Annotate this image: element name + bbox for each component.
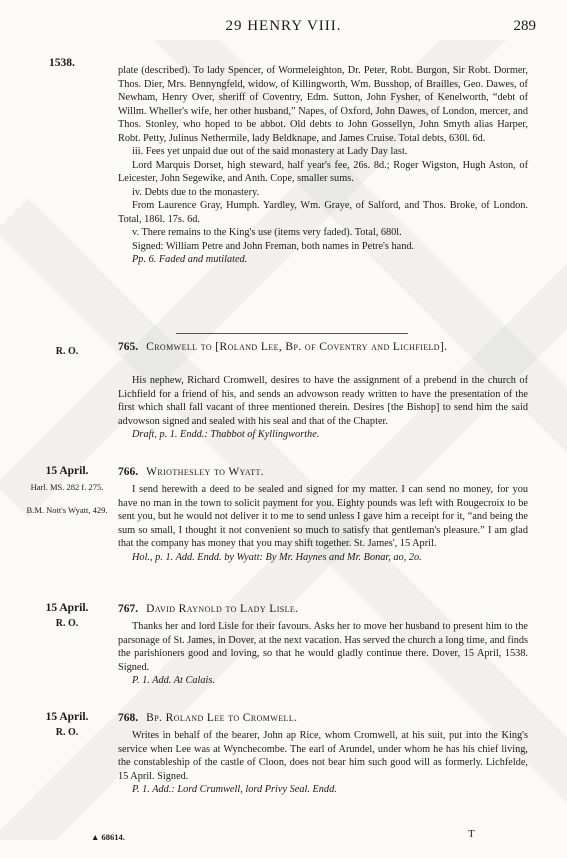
paragraph: I send herewith a deed to be sealed and signed for my matter. I can send no money, for you have no man in the town to solicit payment for you. Eighty pounds was left with Rougecroix to be sent you, but he would not deliver it to me to send unless I gave him a receipt for it, “and being the sum so small, I thought it not convenient so much to satisfy that gentleman's pleasure.” I am glad that the company has money that you may shift together. St. James', 15 April. (118, 484, 528, 549)
entry-body (118, 374, 528, 442)
margin-source: R. O. (55, 727, 79, 738)
divider (176, 333, 408, 334)
page-number: 289 (513, 18, 536, 34)
entry-heading (118, 465, 528, 479)
margin-source: B.M. Nott's Wyatt, 429. (26, 505, 108, 515)
margin-date: 15 April. (45, 602, 89, 614)
paragraph: Lord Marquis Dorset, high steward, half year's fee, 26s. 8d.; Roger Wigston, Hugh Aston, of Leicester, John Segewike, and Anth. Cope, smaller sums. (118, 159, 528, 184)
paragraph: iv. Debts due to the monastery. (132, 186, 260, 198)
entry-number: 768. (118, 712, 139, 724)
paragraph: Writes in behalf of the bearer, John ap Rice, whom Cromwell, at his suit, put into the King's service when Lee was at Wynchecombe. The earl of Arundel, under whom he has his chief living, the constableship of the castle of Cloon, does not bear him such good will as formerly. Lichfelde, 15 April. Signed. (118, 730, 528, 782)
entry-heading (118, 711, 528, 725)
paragraph: v. There remains to the King's use (items very faded). Total, 680l. (132, 227, 402, 238)
running-header (0, 18, 567, 38)
document-note: Hol., p. 1. Add. Endd. by Wyatt: By Mr. Haynes and Mr. Bonar, ao, 2o. (132, 551, 422, 563)
margin-source: R. O. (55, 618, 79, 629)
entry-body (118, 483, 528, 564)
paragraph: iii. Fees yet unpaid due out of the said monastery at Lady Day last. (132, 146, 408, 157)
document-note: Draft, p. 1. Endd.: Thabbot of Kyllingworthe. (132, 429, 320, 440)
signature-line: Signed: William Petre and John Freman, both names in Petre's hand. (132, 240, 415, 252)
paragraph: From Laurence Gray, Humph. Yardley, Wm. Graye, of Salford, and Thos. Broke, of London. Total, 186l. 17s. 6d. (118, 200, 528, 225)
entry-heading (118, 340, 528, 354)
entry-body (118, 620, 528, 688)
entry-heading (118, 602, 528, 616)
print-signature: ▲ 68614. (91, 832, 125, 842)
paragraph: plate (described). To lady Spencer, of Wormeleighton, Dr. Peter, Robt. Burgon, Sir Robt. Dormer, Thos. Dier, Mrs. Bennyngfeld, widow, of Killingworth, Wm. Busshop, of Brailles, Geo. Dawes, of Newham, Henry Over, sheriff of Coventry, Edm. Sutton, John Fysher, of Kenelworth, “debt of Willm. Wheller's wife, her other husband,” Napes, of Oxford, John Dawes, of London, mercer, and Thos. Stonley, who hoped to be abbot. Old debts to John Gossellyn, John Smyth alias Harper, Robt. Petty, Julinus Nethermile, lady Beldknape, and James Cruise. Total debts, 630l. 6d. (118, 65, 528, 144)
margin-source: R. O. (55, 346, 79, 357)
entry-number: 766. (118, 466, 139, 478)
signature-mark: T (468, 828, 475, 840)
margin-date: 15 April. (45, 711, 89, 723)
document-note: P. 1. Add.: Lord Crumwell, lord Privy Seal. Endd. (132, 784, 337, 795)
margin-source: Harl. MS. 282 f. 275. (30, 482, 104, 492)
entry-number: 767. (118, 603, 139, 615)
entry-title: Cromwell to [Roland Lee, Bp. of Coventry and Lichfield]. (146, 341, 448, 353)
year-label: 1538. (49, 57, 75, 69)
paragraph: Thanks her and lord Lisle for their favours. Asks her to move her husband to present him to the parsonage of St. James, in Dover, at the next vacation. Has served the church a long time, and finds the parishioners good and loving, so that he would gladly continue there. Dover, 15 April, 1538. Signed. (118, 621, 528, 673)
margin-date: 15 April. (45, 465, 89, 477)
entry-title: Wriothesley to Wyatt. (146, 466, 265, 478)
entry-title: David Raynold to Lady Lisle. (146, 603, 299, 615)
running-title: 29 HENRY VIII. (225, 18, 342, 34)
entry-number: 765. (118, 341, 139, 353)
entry-title: Bp. Roland Lee to Cromwell. (146, 712, 298, 724)
document-note: P. 1. Add. At Calais. (132, 675, 215, 686)
paragraph: His nephew, Richard Cromwell, desires to have the assignment of a prebend in the church of Lichfield for a friend of his, and sends an advowson ready written to have the presentation of the first which shall fall vacant of three mentioned therein. Desires [the Bishop] to send him the said advowson signed and sealed with his seal and that of the Chapter. (118, 375, 528, 427)
continuation-text (118, 64, 528, 267)
entry-body (118, 729, 528, 797)
document-note: Pp. 6. Faded and mutilated. (132, 254, 248, 265)
